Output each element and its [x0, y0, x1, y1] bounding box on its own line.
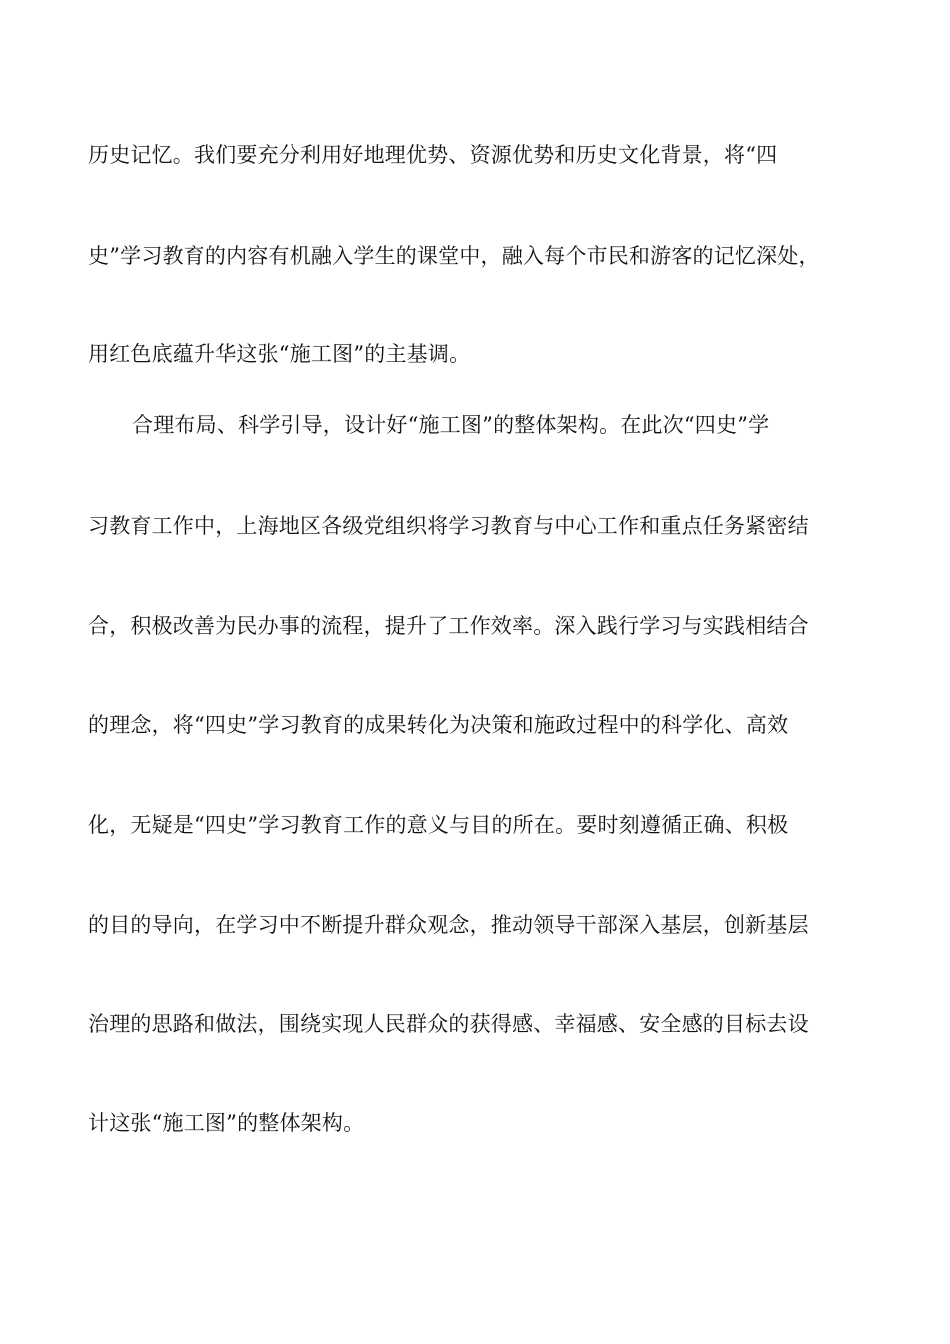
text-line-5: 习教育工作中，上海地区各级党组织将学习教育与中心工作和重点任务紧密结: [88, 514, 809, 538]
text-line-8: 化，无疑是“四史”学习教育工作的意义与目的所在。要时刻遵循正确、积极: [88, 813, 789, 837]
text-line-7: 的理念，将“四史”学习教育的成果转化为决策和施政过程中的科学化、高效: [88, 713, 789, 737]
text-line-6: 合，积极改善为民办事的流程，提升了工作效率。深入践行学习与实践相结合: [88, 614, 809, 638]
text-line-9: 的目的导向，在学习中不断提升群众观念，推动领导干部深入基层，创新基层: [88, 913, 809, 937]
text-line-1: 历史记忆。我们要充分利用好地理优势、资源优势和历史文化背景，将“四: [88, 143, 778, 167]
text-line-2: 史”学习教育的内容有机融入学生的课堂中，融入每个市民和游客的记忆深处，: [88, 244, 820, 268]
paragraph-start-line: 合理布局、科学引导，设计好“施工图”的整体架构。在此次“四史”学: [132, 413, 770, 437]
text-line-3: 用红色底蕴升华这张“施工图”的主基调。: [88, 342, 471, 366]
text-line-10: 治理的思路和做法，围绕实现人民群众的获得感、幸福感、安全感的目标去设: [88, 1012, 809, 1036]
text-line-11: 计这张“施工图”的整体架构。: [88, 1111, 365, 1135]
